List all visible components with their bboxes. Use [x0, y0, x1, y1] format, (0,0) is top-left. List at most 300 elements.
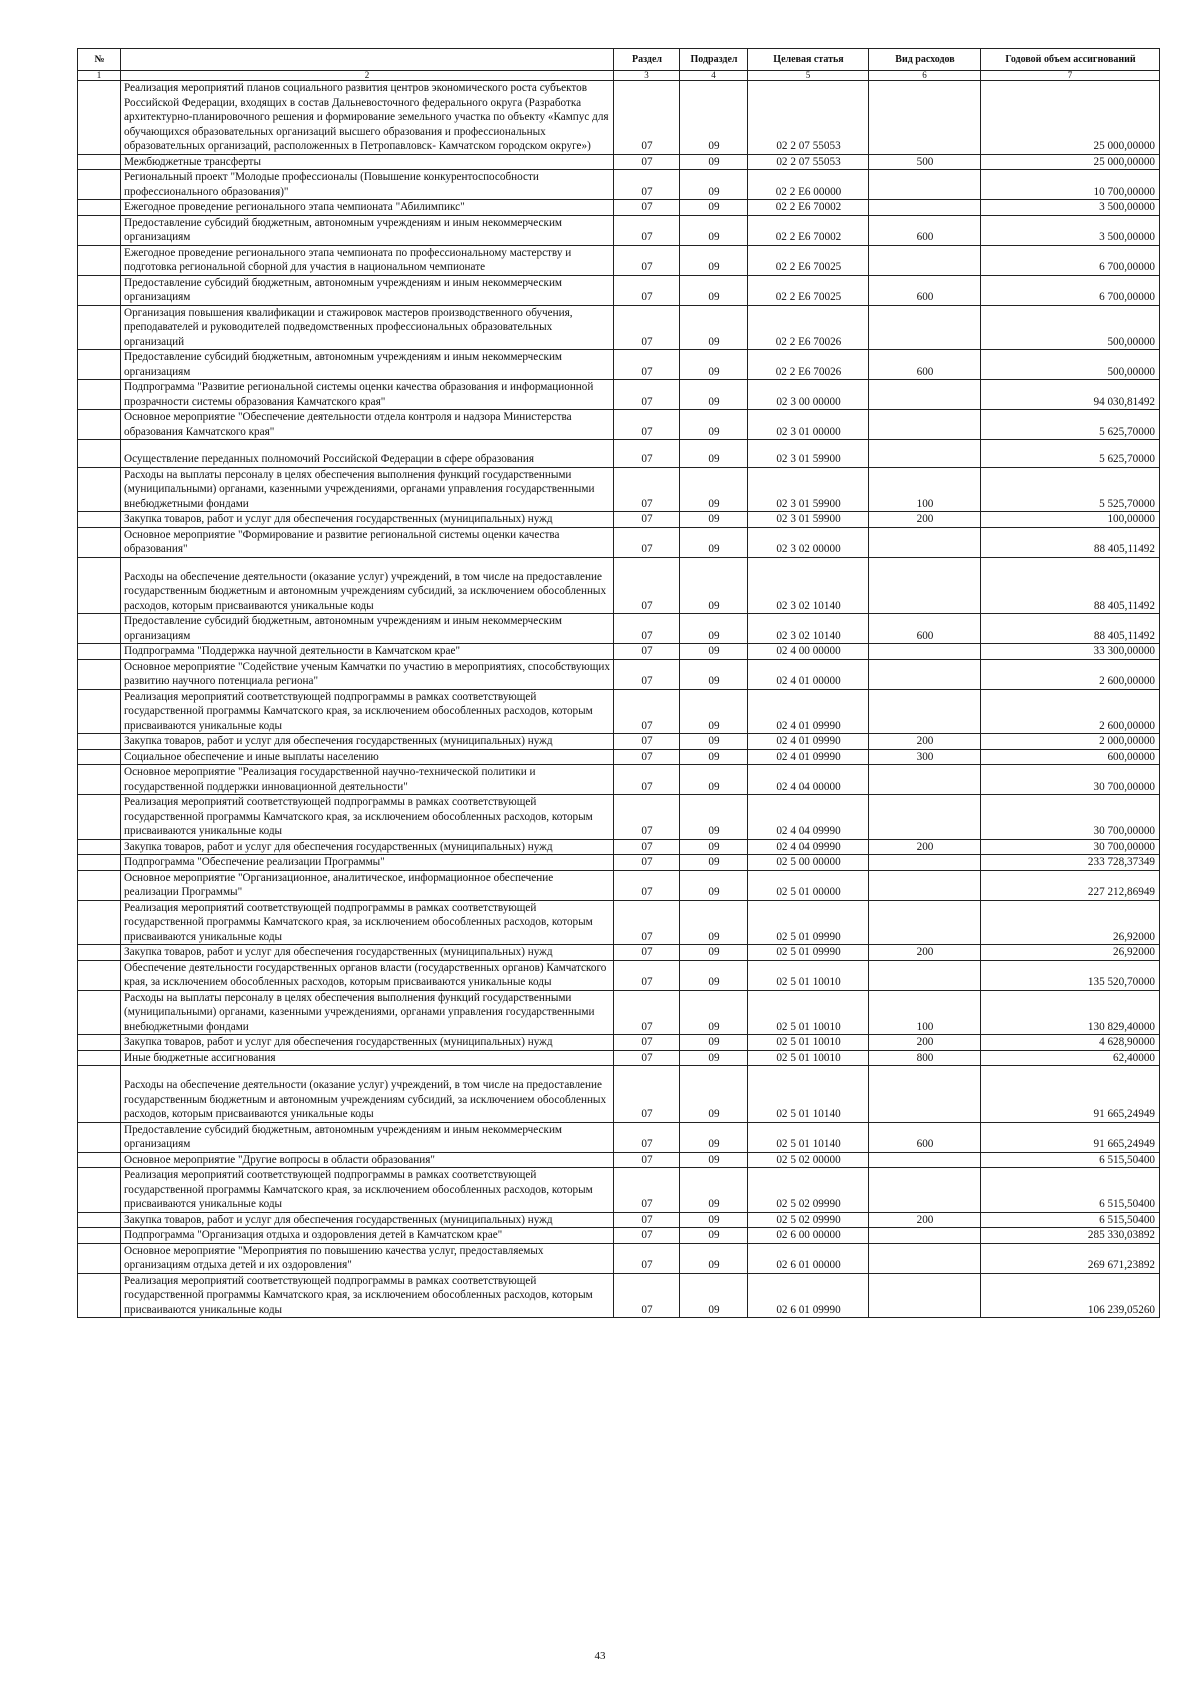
row-name-text: Осуществление переданных полномочий Российской Федерации в сфере образования [124, 453, 535, 465]
row-number-cell [78, 945, 121, 961]
row-name-cell [121, 900, 614, 945]
target-article-cell [748, 170, 869, 200]
row-number-cell [78, 870, 121, 900]
target-article-text: 02 5 01 10140 [776, 1108, 841, 1120]
target-article-cell [748, 1035, 869, 1051]
expense-type-text: 800 [916, 1051, 934, 1064]
podrazdel-cell [680, 1066, 748, 1123]
expense-type-cell [869, 440, 981, 468]
amount-text: 94 030,81492 [1093, 395, 1155, 408]
amount-text: 3 500,00000 [1099, 201, 1155, 213]
table-row [78, 689, 1160, 734]
target-article-cell [748, 749, 869, 765]
podrazdel-text: 09 [708, 1259, 720, 1271]
razdel-text: 07 [641, 719, 653, 732]
expense-type-cell [869, 990, 981, 1035]
row-name-text: Основное мероприятие "Содействие ученым Камчатки по участию в мероприятиях, способствующих развитию научного потенциала региона" [124, 660, 610, 687]
amount-text: 600,00000 [1107, 750, 1155, 763]
row-number-cell [78, 734, 121, 750]
row-name-text: Межбюджетные трансферты [124, 155, 261, 168]
amount-text: 25 000,00000 [1093, 140, 1155, 152]
target-article-text: 02 3 01 59900 [776, 453, 841, 465]
target-article-cell [748, 960, 869, 990]
table-row [78, 1122, 1160, 1152]
razdel-text: 07 [641, 425, 653, 438]
target-article-cell [748, 855, 869, 871]
amount-text: 2 000,00000 [1099, 735, 1155, 747]
razdel-cell [614, 1066, 680, 1123]
razdel-cell [614, 945, 680, 961]
column-number-row [78, 71, 1160, 81]
target-article-cell [748, 410, 869, 440]
header-podrazdel: Подраздел [680, 49, 748, 71]
row-name-cell [121, 1152, 614, 1168]
target-article-text: 02 5 01 10010 [776, 976, 841, 988]
amount-text: 4 628,90000 [1099, 1036, 1155, 1048]
razdel-cell [614, 275, 680, 305]
razdel-text: 07 [641, 1303, 653, 1316]
podrazdel-cell [680, 154, 748, 170]
razdel-cell [614, 1212, 680, 1228]
table-row [78, 380, 1160, 410]
podrazdel-text: 09 [708, 1213, 720, 1226]
podrazdel-cell [680, 1050, 748, 1066]
target-article-text: 02 3 02 10140 [776, 629, 841, 642]
podrazdel-cell [680, 380, 748, 410]
table-header [78, 49, 1160, 81]
podrazdel-text: 09 [708, 365, 720, 378]
podrazdel-text: 09 [708, 1303, 720, 1316]
amount-cell [981, 1212, 1160, 1228]
amount-cell [981, 945, 1160, 961]
row-name-text: Ежегодное проведение регионального этапа чемпионата по профессиональному мастерству и подготовка региональной сборной для участия в национальном чемпионате [124, 246, 572, 273]
expense-type-cell [869, 1152, 981, 1168]
podrazdel-cell [680, 512, 748, 528]
row-name-cell [121, 512, 614, 528]
target-article-text: 02 5 01 10140 [776, 1138, 841, 1150]
row-number-cell [78, 1066, 121, 1123]
podrazdel-cell [680, 440, 748, 468]
row-name-text: Организация повышения квалификации и стажировок мастеров производственного обучения, преподавателей и руководителей подведомственных профессиональных образовательных организаций [124, 306, 573, 348]
amount-text: 88 405,11492 [1093, 629, 1155, 642]
row-name-text: Реализация мероприятий соответствующей подпрограммы в рамках соответствующей государственной программы Камчатского края, за исключением обособленных расходов, которым присваиваются уникальные коды [124, 1169, 593, 1210]
amount-text: 10 700,00000 [1093, 185, 1155, 198]
row-number-cell [78, 380, 121, 410]
amount-text: 88 405,11492 [1093, 543, 1155, 555]
razdel-cell [614, 305, 680, 350]
expense-type-cell [869, 1050, 981, 1066]
target-article-cell [748, 990, 869, 1035]
podrazdel-cell [680, 1122, 748, 1152]
razdel-cell [614, 1273, 680, 1318]
row-name-cell [121, 467, 614, 512]
podrazdel-cell [680, 245, 748, 275]
table-row [78, 350, 1160, 380]
expense-type-cell [869, 960, 981, 990]
column-number: 1 [78, 71, 121, 81]
target-article-text: 02 4 04 09990 [776, 840, 841, 853]
target-article-text: 02 5 01 10010 [776, 1051, 841, 1064]
expense-type-text: 200 [916, 513, 934, 525]
target-article-cell [748, 644, 869, 660]
razdel-text: 07 [641, 140, 653, 152]
row-number-cell [78, 154, 121, 170]
expense-type-cell [869, 215, 981, 245]
row-name-cell [121, 440, 614, 468]
amount-cell [981, 1035, 1160, 1051]
row-name-text: Предоставление субсидий бюджетным, автономным учреждениям и иным некоммерческим организациям [124, 351, 563, 378]
razdel-cell [614, 1050, 680, 1066]
razdel-cell [614, 614, 680, 644]
expense-type-cell [869, 200, 981, 216]
amount-text: 5 625,70000 [1099, 425, 1155, 438]
row-name-text: Иные бюджетные ассигнования [124, 1051, 276, 1064]
podrazdel-cell [680, 1212, 748, 1228]
expense-type-cell [869, 644, 981, 660]
amount-text: 30 700,00000 [1093, 780, 1155, 793]
amount-cell [981, 380, 1160, 410]
row-name-text: Основное мероприятие "Организационное, аналитическое, информационное обеспечение реализации Программы" [124, 871, 554, 898]
row-name-cell [121, 215, 614, 245]
razdel-cell [614, 900, 680, 945]
razdel-cell [614, 467, 680, 512]
expense-type-cell [869, 527, 981, 557]
amount-cell [981, 734, 1160, 750]
amount-text: 25 000,00000 [1093, 155, 1155, 168]
target-article-text: 02 4 04 09990 [776, 825, 841, 837]
razdel-text: 07 [641, 735, 653, 747]
podrazdel-cell [680, 1152, 748, 1168]
target-article-text: 02 2 07 55053 [776, 155, 841, 168]
row-number-cell [78, 644, 121, 660]
expense-type-cell [869, 1243, 981, 1273]
table-row [78, 870, 1160, 900]
row-name-text: Расходы на выплаты персоналу в целях обеспечения выполнения функций государственными (муниципальными) органами, казенными учреждениями, органами управления государственными внебюджетными фондами [124, 991, 595, 1033]
podrazdel-text: 09 [708, 886, 720, 898]
row-name-cell [121, 1122, 614, 1152]
amount-cell [981, 1243, 1160, 1273]
podrazdel-text: 09 [708, 946, 720, 958]
row-number-cell [78, 900, 121, 945]
amount-text: 33 300,00000 [1093, 645, 1155, 657]
row-name-cell [121, 870, 614, 900]
podrazdel-text: 09 [708, 543, 720, 555]
row-name-cell [121, 350, 614, 380]
row-number-cell [78, 467, 121, 512]
row-name-text: Реализация мероприятий соответствующей подпрограммы в рамках соответствующей государственной программы Камчатского края, за исключением обособленных расходов, которым присваиваются уникальные коды [124, 1274, 593, 1316]
podrazdel-text: 09 [708, 425, 720, 438]
podrazdel-text: 09 [708, 513, 720, 525]
amount-cell [981, 1122, 1160, 1152]
header-vid: Вид расходов [869, 49, 981, 71]
razdel-text: 07 [641, 513, 653, 525]
row-name-text: Подпрограмма "Поддержка научной деятельности в Камчатском крае" [124, 645, 461, 657]
row-name-text: Подпрограмма "Организация отдыха и оздоровления детей в Камчатском крае" [124, 1229, 503, 1241]
row-name-text: Закупка товаров, работ и услуг для обеспечения государственных (муниципальных) нужд [124, 946, 553, 958]
podrazdel-text: 09 [708, 291, 720, 303]
table-row [78, 659, 1160, 689]
razdel-text: 07 [641, 453, 653, 465]
podrazdel-cell [680, 765, 748, 795]
razdel-cell [614, 1228, 680, 1244]
podrazdel-cell [680, 350, 748, 380]
row-number-cell [78, 749, 121, 765]
target-article-cell [748, 1066, 869, 1123]
razdel-text: 07 [641, 1229, 653, 1241]
razdel-text: 07 [641, 185, 653, 198]
target-article-text: 02 6 01 00000 [776, 1259, 841, 1271]
table-row [78, 960, 1160, 990]
razdel-cell [614, 512, 680, 528]
row-name-cell [121, 644, 614, 660]
amount-text: 6 515,50400 [1099, 1153, 1155, 1166]
row-name-text: Закупка товаров, работ и услуг для обеспечения государственных (муниципальных) нужд [124, 513, 553, 525]
row-name-cell [121, 795, 614, 840]
target-article-cell [748, 795, 869, 840]
table-row [78, 900, 1160, 945]
row-number-cell [78, 527, 121, 557]
row-name-cell [121, 305, 614, 350]
table-row [78, 765, 1160, 795]
row-number-cell [78, 839, 121, 855]
table-row [78, 245, 1160, 275]
podrazdel-text: 09 [708, 1036, 720, 1048]
amount-cell [981, 1228, 1160, 1244]
table-row [78, 467, 1160, 512]
podrazdel-cell [680, 614, 748, 644]
column-number: 5 [748, 71, 869, 81]
razdel-text: 07 [641, 825, 653, 837]
row-name-cell [121, 1050, 614, 1066]
amount-cell [981, 1168, 1160, 1213]
razdel-cell [614, 245, 680, 275]
podrazdel-cell [680, 215, 748, 245]
row-number-cell [78, 795, 121, 840]
target-article-cell [748, 689, 869, 734]
header-amount: Годовой объем ассигнований [981, 49, 1160, 71]
target-article-cell [748, 1228, 869, 1244]
expense-type-cell [869, 380, 981, 410]
row-name-text: Основное мероприятие "Реализация государственной научно-технической политики и государственной поддержки инновационной деятельности" [124, 766, 536, 793]
amount-cell [981, 900, 1160, 945]
amount-cell [981, 275, 1160, 305]
podrazdel-text: 09 [708, 140, 720, 152]
column-number: 6 [869, 71, 981, 81]
amount-cell [981, 527, 1160, 557]
page-number: 43 [594, 1650, 606, 1662]
amount-cell [981, 659, 1160, 689]
razdel-text: 07 [641, 856, 653, 868]
row-number-cell [78, 350, 121, 380]
row-name-cell [121, 154, 614, 170]
razdel-cell [614, 380, 680, 410]
row-name-cell [121, 380, 614, 410]
row-number-cell [78, 170, 121, 200]
razdel-cell [614, 350, 680, 380]
expense-type-cell [869, 350, 981, 380]
podrazdel-text: 09 [708, 1020, 720, 1033]
table-row [78, 734, 1160, 750]
amount-cell [981, 215, 1160, 245]
row-name-cell [121, 990, 614, 1035]
spacer [124, 1066, 610, 1078]
target-article-cell [748, 734, 869, 750]
row-number-cell [78, 245, 121, 275]
razdel-text: 07 [641, 497, 653, 510]
target-article-cell [748, 154, 869, 170]
target-article-cell [748, 350, 869, 380]
row-name-cell [121, 945, 614, 961]
razdel-text: 07 [641, 1213, 653, 1226]
expense-type-cell [869, 689, 981, 734]
target-article-text: 02 5 01 09990 [776, 930, 841, 943]
podrazdel-cell [680, 527, 748, 557]
amount-text: 106 239,05260 [1087, 1303, 1155, 1316]
podrazdel-cell [680, 1168, 748, 1213]
header-name [121, 49, 614, 71]
podrazdel-cell [680, 644, 748, 660]
target-article-text: 02 3 02 10140 [776, 599, 841, 612]
amount-text: 227 212,86949 [1087, 886, 1155, 898]
row-name-text: Предоставление субсидий бюджетным, автономным учреждениям и иным некоммерческим организациям [124, 1123, 563, 1150]
expense-type-cell [869, 305, 981, 350]
razdel-text: 07 [641, 1259, 653, 1271]
table-row [78, 81, 1160, 155]
podrazdel-text: 09 [708, 453, 720, 465]
amount-text: 26,92000 [1113, 946, 1155, 958]
table-row [78, 557, 1160, 614]
razdel-text: 07 [641, 1153, 653, 1166]
target-article-cell [748, 200, 869, 216]
razdel-text: 07 [641, 930, 653, 943]
column-number: 2 [121, 71, 614, 81]
header-target: Целевая статья [748, 49, 869, 71]
target-article-text: 02 4 01 09990 [776, 750, 841, 763]
row-number-cell [78, 81, 121, 155]
table-row [78, 644, 1160, 660]
row-name-text: Подпрограмма "Обеспечение реализации Программы" [124, 856, 385, 868]
row-number-cell [78, 1273, 121, 1318]
razdel-cell [614, 557, 680, 614]
row-number-cell [78, 1050, 121, 1066]
podrazdel-cell [680, 839, 748, 855]
podrazdel-cell [680, 659, 748, 689]
row-name-cell [121, 275, 614, 305]
amount-text: 91 665,24949 [1093, 1108, 1155, 1120]
row-name-cell [121, 527, 614, 557]
target-article-cell [748, 380, 869, 410]
razdel-cell [614, 749, 680, 765]
table-row [78, 1035, 1160, 1051]
podrazdel-text: 09 [708, 645, 720, 657]
amount-text: 285 330,03892 [1087, 1229, 1155, 1241]
expense-type-cell [869, 1228, 981, 1244]
podrazdel-cell [680, 870, 748, 900]
target-article-text: 02 3 01 00000 [776, 425, 841, 438]
podrazdel-cell [680, 1243, 748, 1273]
podrazdel-cell [680, 170, 748, 200]
row-name-text: Реализация мероприятий соответствующей подпрограммы в рамках соответствующей государственной программы Камчатского края, за исключением обособленных расходов, которым присваиваются уникальные коды [124, 690, 593, 732]
row-number-cell [78, 215, 121, 245]
table-row [78, 1273, 1160, 1318]
expense-type-cell [869, 245, 981, 275]
podrazdel-text: 09 [708, 1229, 720, 1241]
row-name-text: Основное мероприятие "Мероприятия по повышению качества услуг, предоставляемых организациям отдыха детей и их оздоровления" [124, 1244, 544, 1271]
expense-type-cell [869, 1066, 981, 1123]
amount-cell [981, 749, 1160, 765]
target-article-cell [748, 81, 869, 155]
amount-text: 500,00000 [1107, 335, 1155, 348]
row-name-cell [121, 1168, 614, 1213]
amount-text: 30 700,00000 [1093, 825, 1155, 837]
expense-type-cell [869, 1168, 981, 1213]
row-name-cell [121, 1066, 614, 1123]
table-row [78, 170, 1160, 200]
row-name-cell [121, 1212, 614, 1228]
row-name-text: Расходы на обеспечение деятельности (оказание услуг) учреждений, в том числе на предоставление государственным бюджетным и автономным учреждениям субсидий, за исключением обособленных расходов, которым присваиваются уникальные коды [124, 570, 607, 612]
row-number-cell [78, 990, 121, 1035]
table-row [78, 200, 1160, 216]
row-name-cell [121, 734, 614, 750]
razdel-text: 07 [641, 1138, 653, 1150]
amount-text: 2 600,00000 [1099, 675, 1155, 687]
expense-type-text: 200 [916, 946, 934, 958]
expense-type-cell [869, 945, 981, 961]
target-article-text: 02 2 E6 70025 [775, 291, 842, 303]
expense-type-cell [869, 1212, 981, 1228]
expense-type-cell [869, 900, 981, 945]
target-article-text: 02 2 E6 00000 [775, 185, 842, 198]
podrazdel-text: 09 [708, 1153, 720, 1166]
razdel-text: 07 [641, 780, 653, 793]
row-number-cell [78, 1152, 121, 1168]
target-article-text: 02 2 E6 70002 [775, 231, 842, 243]
row-number-cell [78, 765, 121, 795]
expense-type-cell [869, 734, 981, 750]
amount-text: 2 600,00000 [1099, 719, 1155, 732]
target-article-cell [748, 659, 869, 689]
amount-cell [981, 81, 1160, 155]
expense-type-text: 300 [916, 750, 934, 763]
razdel-text: 07 [641, 946, 653, 958]
target-article-cell [748, 870, 869, 900]
row-name-text: Ежегодное проведение регионального этапа чемпионата "Абилимпикс" [124, 201, 465, 213]
target-article-cell [748, 1168, 869, 1213]
podrazdel-text: 09 [708, 261, 720, 273]
spacer [124, 440, 610, 452]
razdel-text: 07 [641, 645, 653, 657]
row-name-text: Закупка товаров, работ и услуг для обеспечения государственных (муниципальных) нужд [124, 1036, 553, 1048]
table-row [78, 945, 1160, 961]
row-name-cell [121, 1243, 614, 1273]
razdel-text: 07 [641, 395, 653, 408]
expense-type-cell [869, 765, 981, 795]
razdel-text: 07 [641, 201, 653, 213]
podrazdel-cell [680, 1228, 748, 1244]
podrazdel-cell [680, 990, 748, 1035]
row-name-cell [121, 960, 614, 990]
table-row [78, 410, 1160, 440]
table-row [78, 990, 1160, 1035]
podrazdel-text: 09 [708, 1051, 720, 1064]
podrazdel-cell [680, 1035, 748, 1051]
amount-cell [981, 1152, 1160, 1168]
razdel-text: 07 [641, 155, 653, 168]
razdel-cell [614, 1152, 680, 1168]
target-article-cell [748, 1212, 869, 1228]
row-number-cell [78, 614, 121, 644]
amount-cell [981, 350, 1160, 380]
